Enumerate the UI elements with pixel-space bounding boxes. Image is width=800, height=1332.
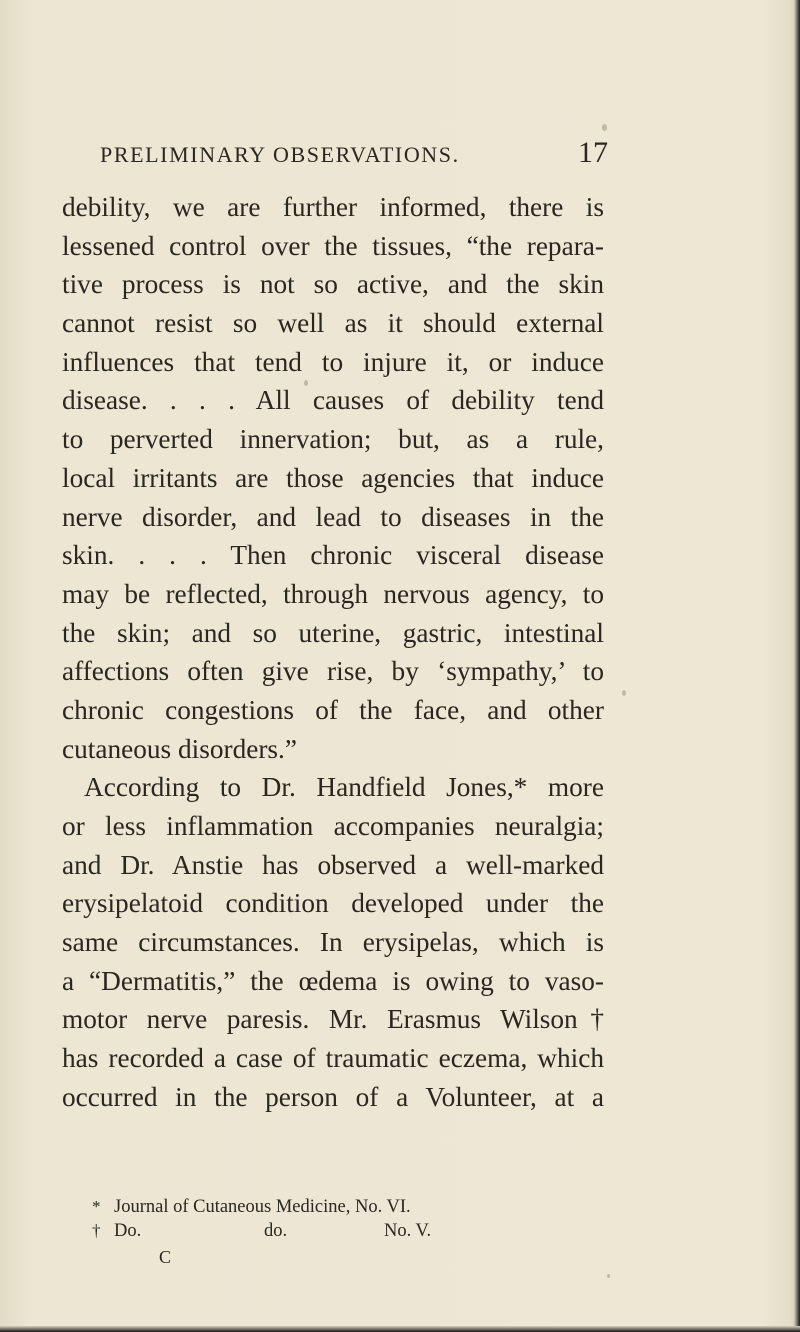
text-line: occurred in the person of a Volunteer, at a xyxy=(62,1081,604,1112)
text-line: local irritants are those agencies that induce xyxy=(62,462,604,493)
footnote-ditto: do. xyxy=(264,1221,288,1241)
footnotes xyxy=(92,1195,532,1243)
text-line: same circumstances. In erysipelas, which is xyxy=(62,927,604,958)
page-number: 17 xyxy=(578,136,608,169)
text-line: a “Dermatitis,” the œdema is owing to vaso- xyxy=(62,965,604,996)
footnote-marker: † xyxy=(92,1221,101,1240)
running-head: PRELIMINARY OBSERVATIONS. xyxy=(100,142,460,167)
page-edge-right xyxy=(794,0,800,1332)
paper-speck xyxy=(607,1274,610,1278)
text-line: or less inflammation accompanies neuralgia; xyxy=(62,811,604,841)
paper-speck xyxy=(602,124,607,131)
text-line: motor nerve paresis. Mr. Erasmus Wilson† xyxy=(62,1004,604,1035)
text-line: influences that tend to injure it, or induce xyxy=(62,346,604,377)
text-line: may be reflected, through nervous agency, to xyxy=(62,578,604,609)
signature-mark: C xyxy=(159,1247,172,1267)
text-line: affections often give rise, by ‘sympathy,’ to xyxy=(62,656,604,687)
text-line: According to Dr. Handfield Jones,* more xyxy=(84,772,604,803)
text-line: to perverted innervation; but, as a rule, xyxy=(62,424,604,455)
footnote-ditto-label: Do. xyxy=(114,1221,142,1241)
footnote-text: Journal of Cutaneous Medicine, No. VI. xyxy=(114,1197,411,1217)
page-header xyxy=(60,136,608,176)
footnote-marker: * xyxy=(92,1197,101,1216)
footnote-1 xyxy=(92,1195,532,1219)
text-line: chronic congestions of the face, and other xyxy=(62,694,604,725)
text-line: lessened control over the tissues, “the repara- xyxy=(62,230,604,261)
text-line: cutaneous disorders.” xyxy=(62,733,297,764)
text-line: cannot resist so well as it should external xyxy=(62,308,604,339)
footnote-number: No. V. xyxy=(384,1221,432,1241)
text-line: erysipelatoid condition developed under the xyxy=(62,888,604,919)
text-line: tive process is not so active, and the skin xyxy=(62,269,604,300)
paper-speck xyxy=(304,380,308,386)
page-edge-bottom xyxy=(0,1326,800,1332)
text-line: nerve disorder, and lead to diseases in the xyxy=(62,501,604,532)
text-line: skin. . . . Then chronic visceral disease xyxy=(62,540,604,571)
text-line: and Dr. Anstie has observed a well-marked xyxy=(62,849,604,880)
paper-speck xyxy=(622,690,626,696)
text-line: debility, we are further informed, there is xyxy=(62,192,604,222)
body-text xyxy=(62,188,604,1117)
text-line: has recorded a case of traumatic eczema, which xyxy=(62,1043,604,1074)
footnote-2 xyxy=(92,1219,532,1243)
text-line: the skin; and so uterine, gastric, intestinal xyxy=(62,617,604,648)
text-line: disease. . . . All causes of debility tend xyxy=(62,385,604,416)
